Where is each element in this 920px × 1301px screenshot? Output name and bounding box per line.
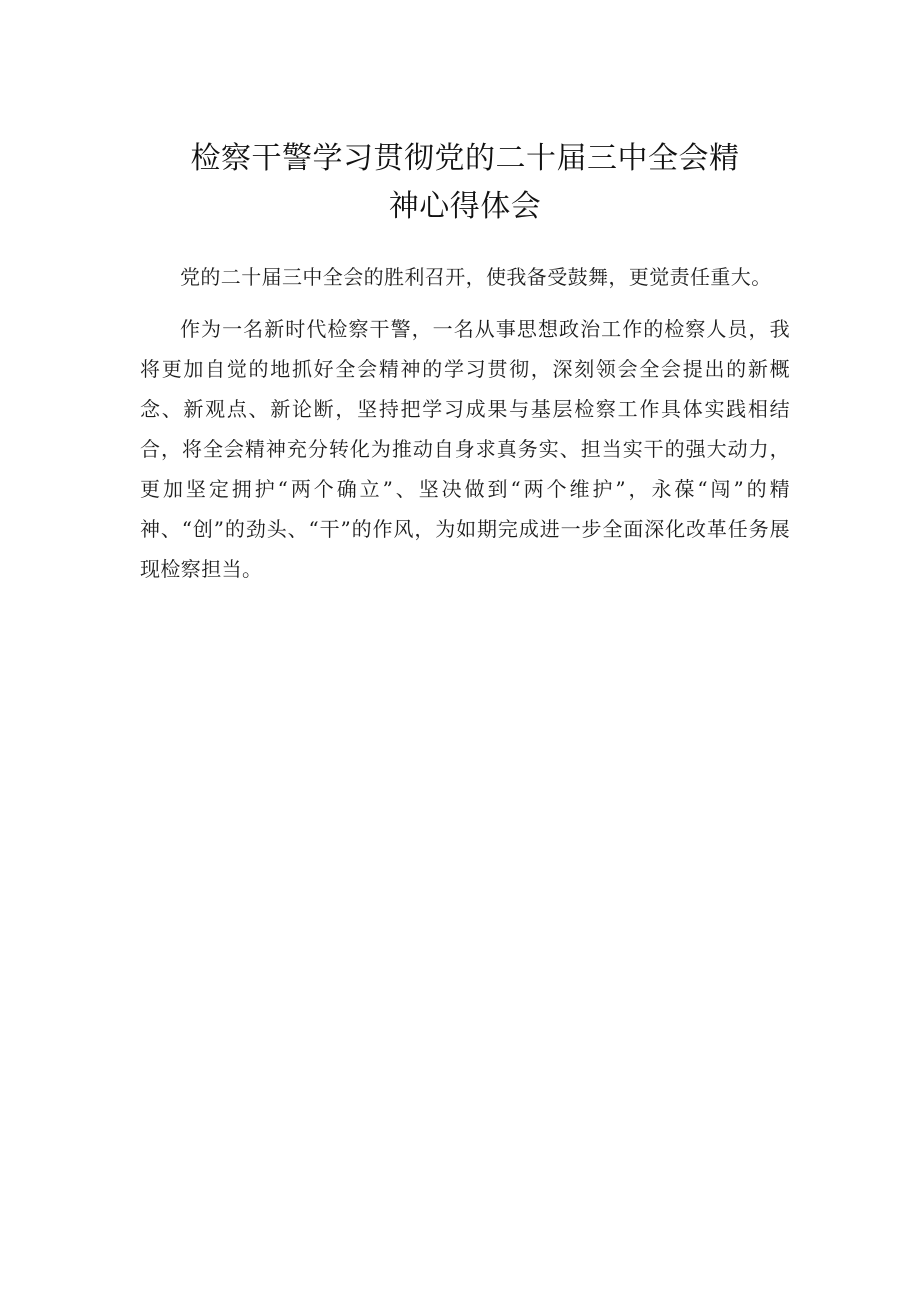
- title-line-2: 神心得体会: [388, 189, 542, 224]
- document-title: [140, 135, 790, 231]
- title-line-1: 检察干警学习贯彻党的二十届三中全会精: [190, 141, 740, 176]
- document-body: [140, 257, 790, 589]
- paragraph-1: 党的二十届三中全会的胜利召开，使我备受鼓舞，更觉责任重大。: [180, 265, 772, 289]
- paragraph-2: 作为一名新时代检察干警，一名从事思想政治工作的检察人员，我将更加自觉的地抓好全会精神的学习贯彻，深刻领会全会提出的新概念、新观点、新论断，坚持把学习成果与基层检察工作具体实践相结合，将全会精神充分转化为推动自身求真务实、担当实干的强大动力，更加坚定拥护“两个确立”、坚决做到“两个维护”，永葆“闯”的精神、“创”的劲头、“干”的作风，为如期完成进一步全面深化改革任务展现检察担当。: [140, 317, 790, 581]
